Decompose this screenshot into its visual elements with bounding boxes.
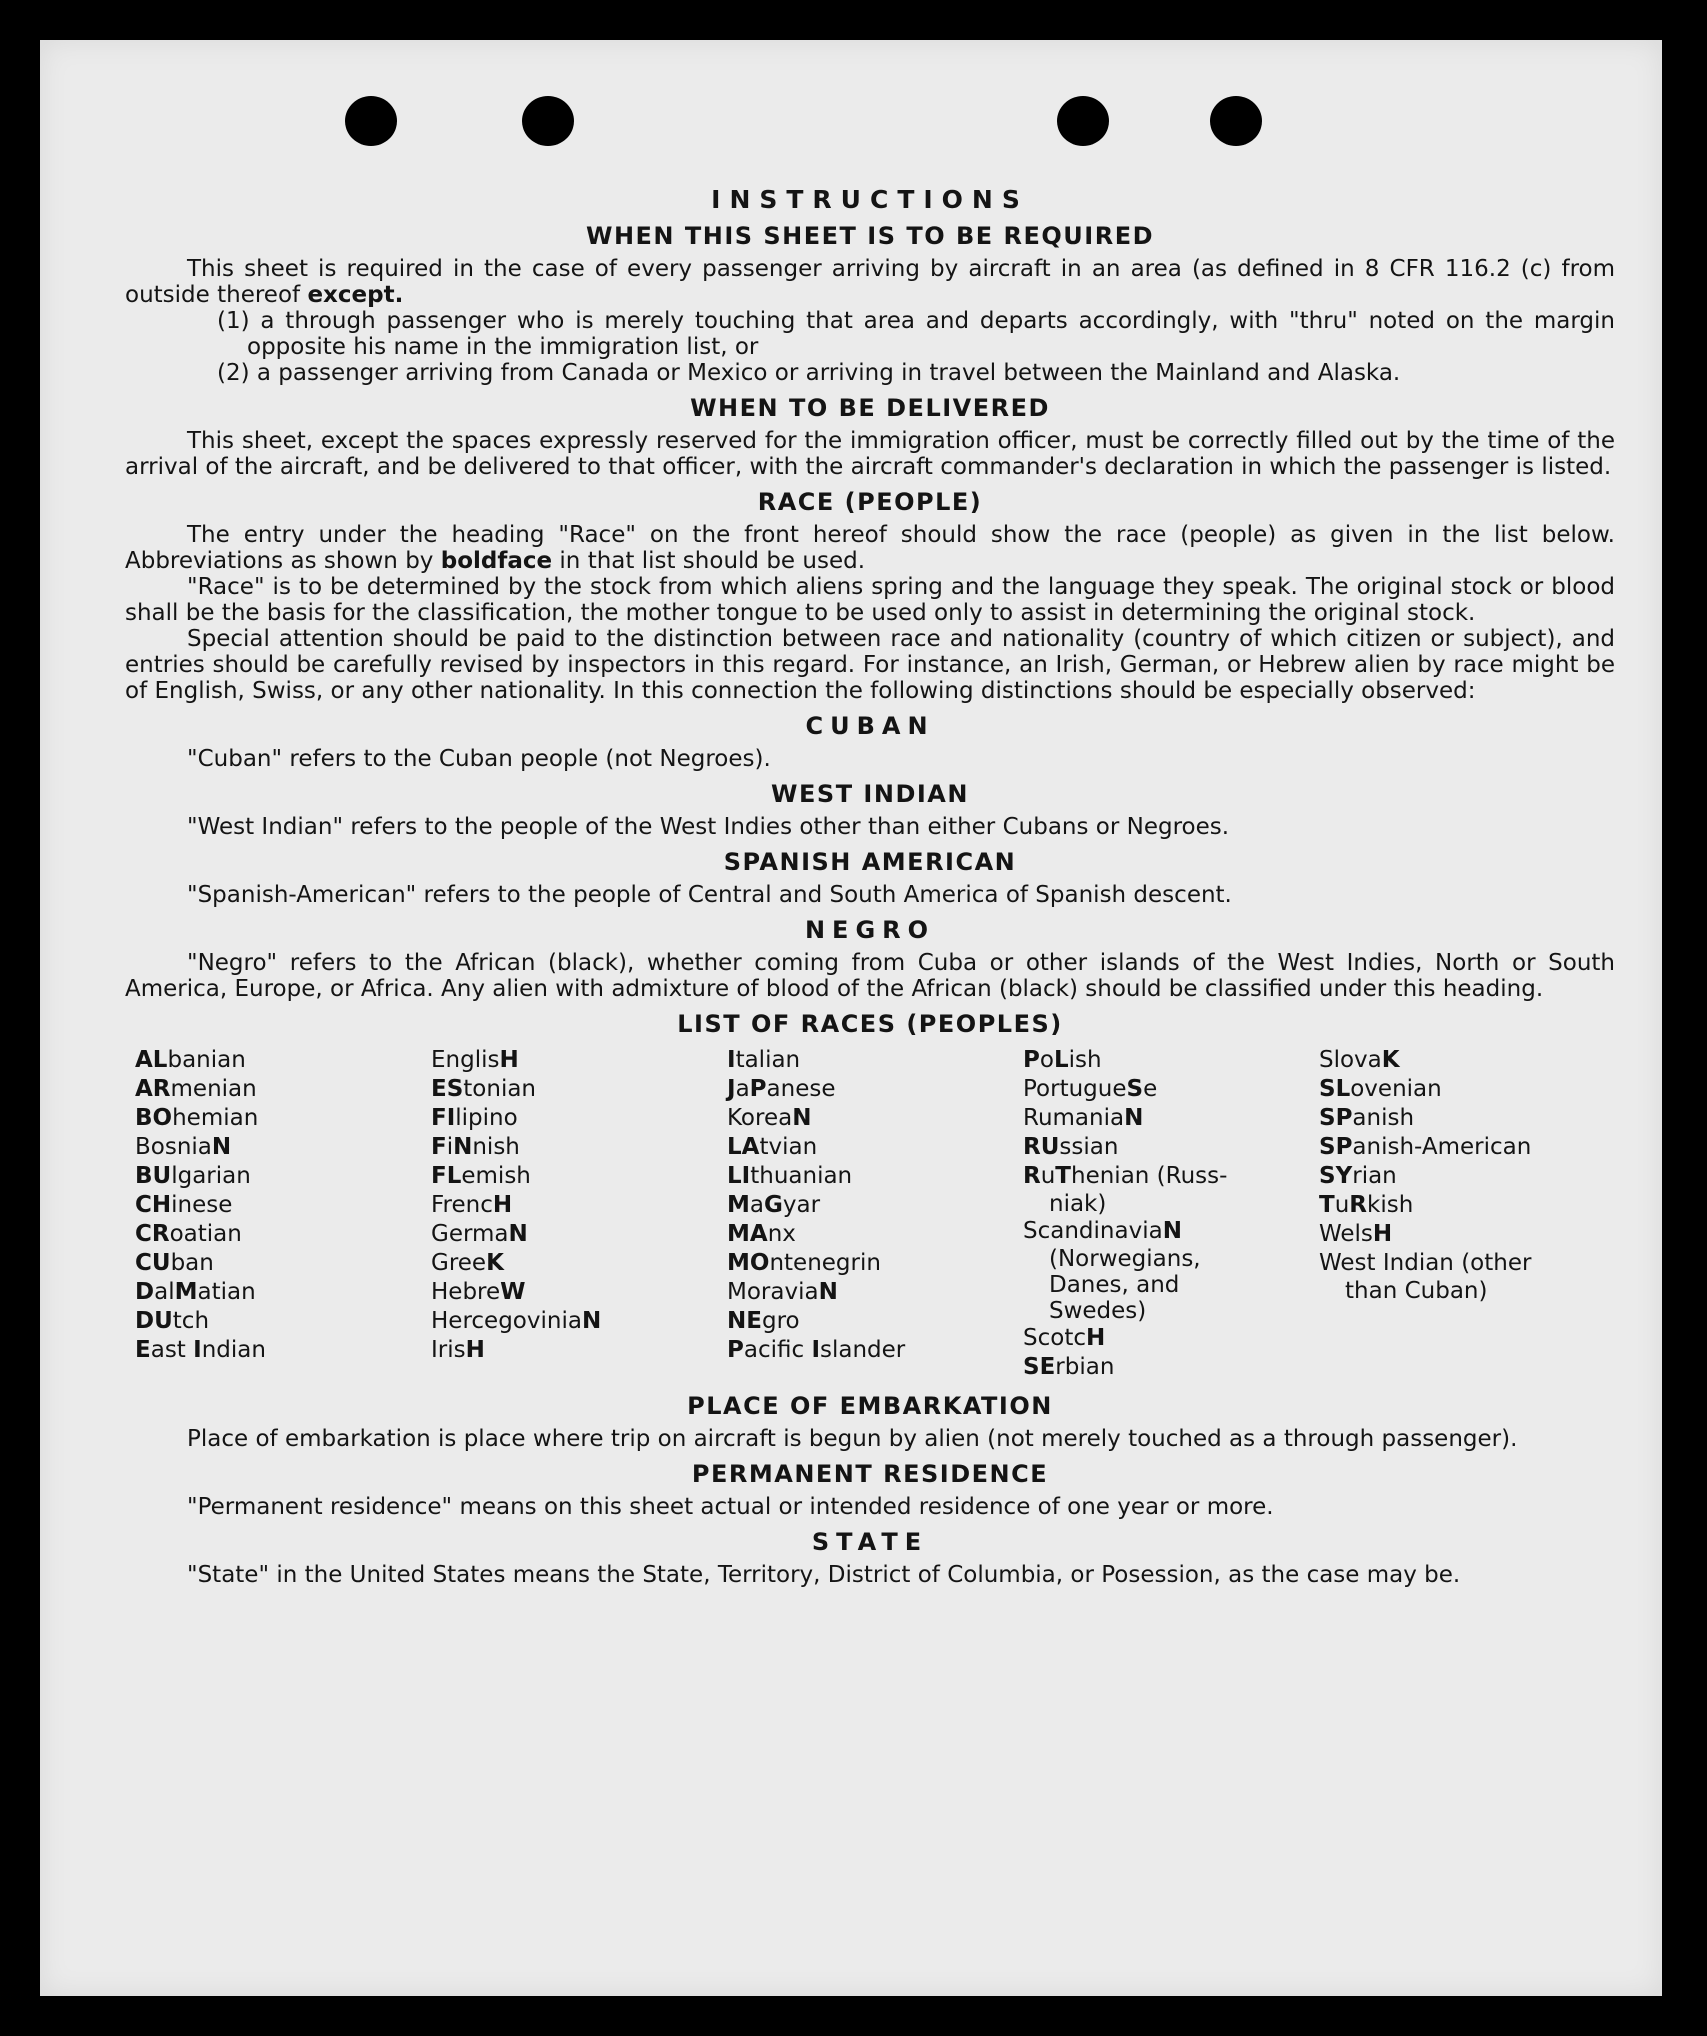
paragraph-race-2: "Race" is to be determined by the stock from which aliens spring and the language they speak. The original stock or blood shall be the basis for the classification, the mother tongue to be used only to assist in determining the original stock.: [125, 574, 1615, 626]
race-entry: GermaN: [431, 1221, 528, 1247]
paragraph-state: "State" in the United States means the State, Territory, District of Columbia, or Posession, as the case may be.: [187, 1562, 1461, 1588]
paragraph-negro: "Negro" refers to the African (black), whether coming from Cuba or other islands of the West Indies, North or South America, Europe, or Africa. Any alien with admixture of blood of the African (black) should be classified under this heading.: [125, 950, 1615, 1002]
race-column: [1319, 1046, 1615, 1382]
paragraph-delivered: This sheet, except the spaces expressly reserved for the immigration officer, must be correctly filled out by the time of the arrival of the aircraft, and be delivered to that officer, with the aircraft commander's declaration in which the passenger is listed.: [125, 428, 1615, 480]
race-entry: Italian: [727, 1047, 801, 1073]
race-entry: FiNnish: [431, 1134, 520, 1160]
required-except-text: except.: [307, 282, 404, 308]
instructions-content: [125, 185, 1615, 1588]
race-entry: HebreW: [431, 1279, 526, 1305]
required-intro-text: This sheet is required in the case of every passenger arriving by aircraft in an area (as defined in 8 CFR 116.2 (c) from outside thereof: [125, 256, 1615, 308]
race-entry: RumaniaN: [1023, 1105, 1144, 1131]
race-entry: BosniaN: [135, 1134, 232, 1160]
race-entry: CHinese: [135, 1192, 233, 1218]
heading-race: RACE (PEOPLE): [757, 488, 983, 516]
race-entry: TuRkish: [1319, 1192, 1414, 1218]
race-column: [135, 1046, 431, 1382]
race-entry: SlovaK: [1319, 1047, 1400, 1073]
paragraph-race-3: Special attention should be paid to the distinction between race and nationality (country of which citizen or subject), and entries should be carefully revised by inspectors in this regard. For instance, an Irish, German, or Hebrew alien by race might be of English, Swiss, or any other nationality. In this connection the following distinctions should be especially observed:: [125, 626, 1615, 704]
paragraph-residence: "Permanent residence" means on this sheet actual or intended residence of one year or more.: [187, 1494, 1274, 1520]
punch-hole: [1210, 96, 1262, 146]
race-entry: SErbian: [1023, 1354, 1115, 1380]
heading-spanish-american: SPANISH AMERICAN: [723, 848, 1017, 876]
paragraph-cuban: "Cuban" refers to the Cuban people (not Negroes).: [187, 746, 771, 772]
race-entry: MOntenegrin: [727, 1250, 881, 1276]
race-entry: DalMatian: [135, 1279, 256, 1305]
race-entry: FrencH: [431, 1192, 513, 1218]
paragraph-spanish-american: "Spanish-American" refers to the people of Central and South America of Spanish descent.: [187, 882, 1232, 908]
heading-when-delivered: WHEN TO BE DELIVERED: [690, 394, 1050, 422]
race-entry: EnglisH: [431, 1047, 519, 1073]
heading-list-of-races: LIST OF RACES (PEOPLES): [677, 1010, 1063, 1038]
race-entry: DUtch: [135, 1308, 210, 1334]
race-entry: NEgro: [727, 1308, 800, 1334]
race-entry: Pacific Islander: [727, 1337, 906, 1363]
race-entry: BUlgarian: [135, 1163, 251, 1189]
race-entry: CRoatian: [135, 1221, 242, 1247]
paragraph-race-1: [125, 522, 1615, 574]
race-entry: East Indian: [135, 1337, 266, 1363]
race-entry: MAnx: [727, 1221, 796, 1247]
race-p1-tail: in that list should be used.: [559, 548, 866, 574]
race-entry: ARmenian: [135, 1076, 257, 1102]
heading-west-indian: WEST INDIAN: [771, 780, 969, 808]
heading-when-required: WHEN THIS SHEET IS TO BE REQUIRED: [585, 222, 1155, 250]
race-entry: CUban: [135, 1250, 214, 1276]
race-p1-bold: boldface: [440, 548, 553, 574]
race-entry: PortugueSe: [1023, 1076, 1158, 1102]
race-entry: SLovenian: [1319, 1076, 1442, 1102]
heading-permanent-residence: PERMANENT RESIDENCE: [691, 1460, 1049, 1488]
race-entry: SYrian: [1319, 1163, 1397, 1189]
race-entry: SPanish: [1319, 1105, 1415, 1131]
race-entry: ScandinaviaN (Norwegians, Danes, and Swedes): [1023, 1218, 1201, 1324]
punch-hole: [1057, 96, 1109, 146]
race-p1-text: The entry under the heading "Race" on the front hereof should show the race (people) as given in the list below. Abbreviations as shown by: [125, 522, 1615, 574]
race-entry: KoreaN: [727, 1105, 812, 1131]
race-entry: BOhemian: [135, 1105, 259, 1131]
race-entry: JaPanese: [727, 1076, 836, 1102]
paragraph-required: [125, 256, 1615, 308]
race-entry: LIthuanian: [727, 1163, 853, 1189]
race-entry: EStonian: [431, 1076, 537, 1102]
race-entry: LAtvian: [727, 1134, 818, 1160]
race-entry: FLemish: [431, 1163, 531, 1189]
race-entry: RuThenian (Russ- niak): [1023, 1163, 1228, 1217]
race-entry: ALbanian: [135, 1047, 246, 1073]
race-entry: SPanish-American: [1319, 1134, 1532, 1160]
heading-place-of-embarkation: PLACE OF EMBARKATION: [687, 1392, 1053, 1420]
race-entry: ScotcH: [1023, 1325, 1106, 1351]
paragraph-embarkation: Place of embarkation is place where trip on aircraft is begun by alien (not merely touched as a through passenger).: [187, 1426, 1518, 1452]
race-list: [135, 1046, 1615, 1382]
required-item-2: (2) a passenger arriving from Canada or Mexico or arriving in travel between the Mainland and Alaska.: [217, 360, 1401, 386]
race-column: [727, 1046, 1023, 1382]
document-sheet: [40, 40, 1662, 1996]
race-entry: GreeK: [431, 1250, 504, 1276]
race-column: [431, 1046, 727, 1382]
race-entry: PoLish: [1023, 1047, 1102, 1073]
page-title: INSTRUCTIONS: [711, 185, 1029, 214]
race-entry: WelsH: [1319, 1221, 1393, 1247]
heading-cuban: CUBAN: [805, 712, 935, 740]
heading-negro: NEGRO: [804, 916, 936, 944]
race-entry: IrisH: [431, 1337, 485, 1363]
paragraph-west-indian: "West Indian" refers to the people of the West Indies other than either Cubans or Negroes.: [187, 814, 1230, 840]
race-entry: FIlipino: [431, 1105, 518, 1131]
required-item-1: (1) a through passenger who is merely touching that area and departs accordingly, with "thru" noted on the margin opposite his name in the immigration list, or: [217, 308, 1615, 360]
heading-state: STATE: [811, 1528, 929, 1556]
race-entry: MoraviaN: [727, 1279, 838, 1305]
race-entry: West Indian (other than Cuban): [1319, 1250, 1532, 1304]
race-column: [1023, 1046, 1319, 1382]
race-entry: MaGyar: [727, 1192, 821, 1218]
race-entry: HercegoviniaN: [431, 1308, 602, 1334]
punch-hole: [522, 96, 574, 146]
race-entry: RUssian: [1023, 1134, 1119, 1160]
punch-hole: [345, 96, 397, 146]
